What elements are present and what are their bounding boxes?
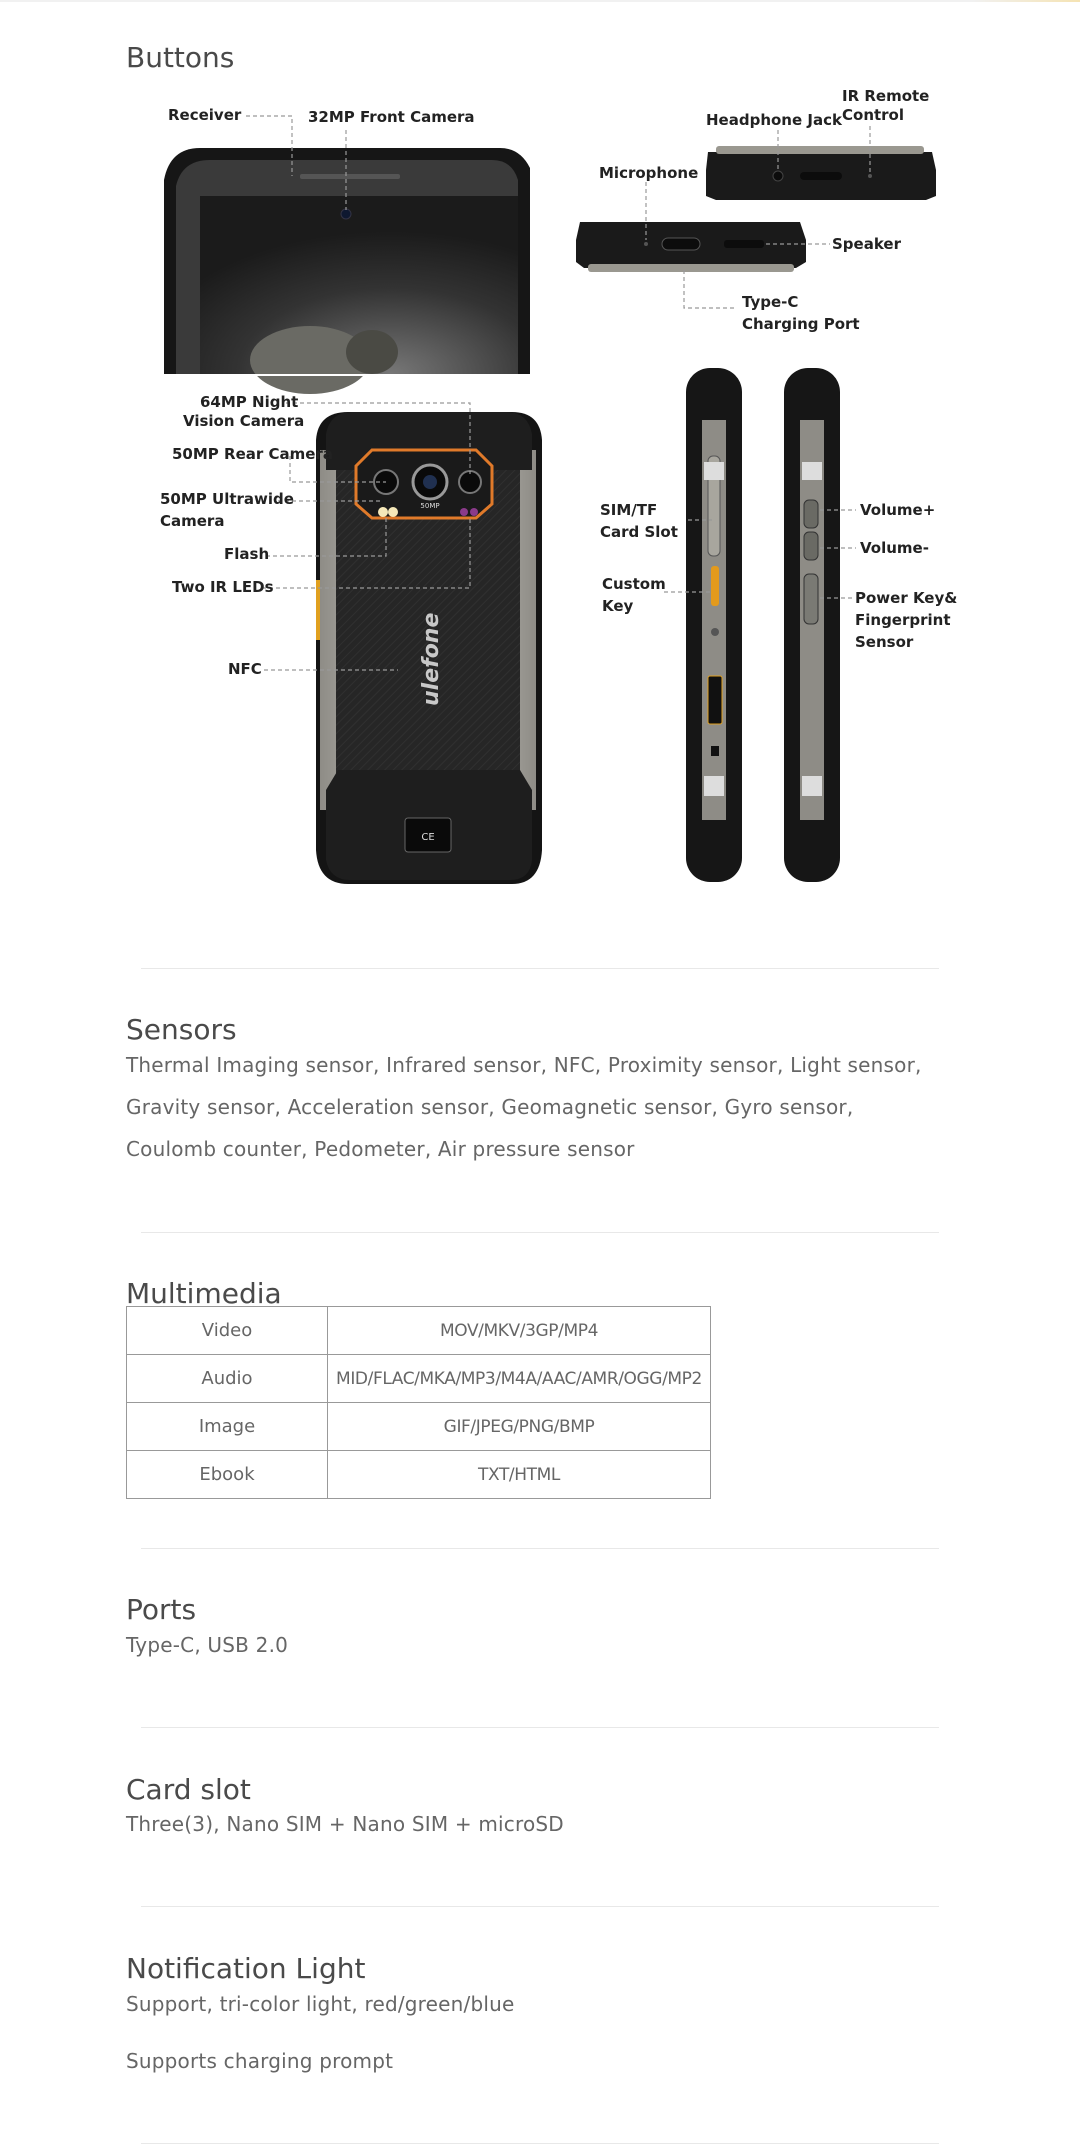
table-value-cell: GIF/JPEG/PNG/BMP — [328, 1403, 711, 1451]
label-speaker: Speaker — [832, 235, 901, 253]
label-rear-camera: 50MP Rear Camera — [172, 445, 333, 463]
buttons-heading: Buttons — [126, 41, 235, 74]
brand-logo: ulefone — [419, 612, 444, 706]
table-row — [127, 1451, 711, 1499]
table-row — [127, 1307, 711, 1355]
label-ultrawide-1: 50MP Ultrawide — [160, 490, 294, 508]
divider — [141, 1232, 939, 1233]
notification-text-2: Supports charging prompt — [126, 2049, 394, 2073]
divider — [141, 1906, 939, 1907]
table-value-cell: TXT/HTML — [328, 1451, 711, 1499]
multimedia-table — [126, 1306, 711, 1499]
bottom-edge-phone — [576, 222, 806, 272]
notification-heading: Notification Light — [126, 1952, 366, 1985]
label-custom-1: Custom — [602, 575, 666, 593]
night-lens — [459, 471, 481, 493]
label-ir-leds: Two IR LEDs — [172, 578, 274, 596]
label-flash: Flash — [224, 545, 270, 563]
card-slot-heading: Card slot — [126, 1773, 251, 1806]
label-front-camera: 32MP Front Camera — [308, 108, 475, 126]
label-night-cam-1: 64MP Night — [200, 393, 299, 411]
label-typec-1: Type-C — [742, 293, 799, 311]
left-side-phone — [686, 368, 742, 882]
phone-illustration — [0, 0, 1080, 900]
volume-down-key — [804, 532, 818, 560]
label-ir-remote-2: Control — [842, 106, 905, 124]
top-edge-phone — [706, 146, 936, 200]
flash-led — [378, 507, 388, 517]
ports-heading: Ports — [126, 1593, 197, 1626]
table-row — [127, 1355, 711, 1403]
label-nfc: NFC — [228, 660, 262, 678]
volume-up-key — [804, 500, 818, 528]
label-volume-up: Volume+ — [860, 501, 936, 519]
label-receiver: Receiver — [168, 106, 242, 124]
label-power-3: Sensor — [855, 633, 914, 651]
phone-buttons-diagram — [0, 0, 1080, 900]
front-phone — [164, 148, 530, 394]
label-volume-down: Volume- — [860, 539, 929, 557]
label-sim-1: SIM/TF — [600, 501, 658, 519]
label-ir-remote-1: IR Remote — [842, 87, 930, 105]
multimedia-heading: Multimedia — [126, 1277, 282, 1310]
label-night-cam-2: Vision Camera — [183, 412, 305, 430]
table-key-cell: Video — [127, 1307, 328, 1355]
table-value-cell: MID/FLAC/MKA/MP3/M4A/AAC/AMR/OGG/MP2 — [328, 1355, 711, 1403]
table-value-cell: MOV/MKV/3GP/MP4 — [328, 1307, 711, 1355]
sensors-heading: Sensors — [126, 1013, 237, 1046]
label-power-1: Power Key& — [855, 589, 958, 607]
table-row — [127, 1403, 711, 1451]
front-camera-dot — [341, 209, 351, 219]
label-ultrawide-2: Camera — [160, 512, 225, 530]
divider — [141, 1727, 939, 1728]
custom-key — [711, 566, 719, 606]
table-key-cell: Audio — [127, 1355, 328, 1403]
ce-mark: CE — [421, 832, 435, 843]
back-phone — [316, 412, 542, 884]
divider — [141, 968, 939, 969]
right-side-phone — [784, 368, 840, 882]
label-microphone: Microphone — [599, 164, 699, 182]
table-key-cell: Image — [127, 1403, 328, 1451]
lens-badge: 50MP — [420, 502, 440, 510]
label-custom-2: Key — [602, 597, 634, 615]
divider — [141, 1548, 939, 1549]
power-key — [804, 574, 818, 624]
label-sim-2: Card Slot — [600, 523, 678, 541]
table-key-cell: Ebook — [127, 1451, 328, 1499]
divider — [141, 2143, 939, 2144]
label-typec-2: Charging Port — [742, 315, 860, 333]
notification-text-1: Support, tri-color light, red/green/blue — [126, 1992, 515, 2016]
ports-text: Type-C, USB 2.0 — [126, 1633, 289, 1657]
ir-led — [460, 508, 468, 516]
card-slot-text: Three(3), Nano SIM + Nano SIM + microSD — [126, 1812, 564, 1836]
label-headphone-jack: Headphone Jack — [706, 111, 842, 129]
label-power-2: Fingerprint — [855, 611, 951, 629]
sensors-text: Thermal Imaging sensor, Infrared sensor, NFC, Proximity sensor, Light sensor, Gravity sensor, Acceleration sensor, Geomagnetic sensor, Gyro sensor, Coulomb counter, Pedometer, Air pressure sensor — [126, 1053, 922, 1161]
